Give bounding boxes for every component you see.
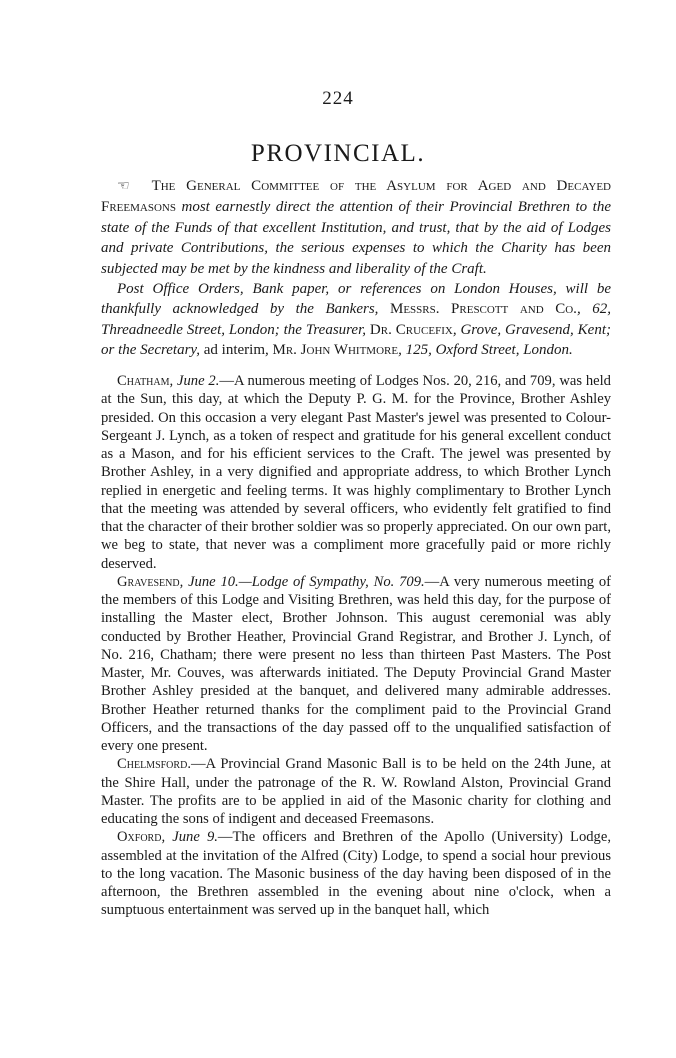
report-date: , June 2. [169, 373, 220, 389]
report-chatham [101, 372, 611, 573]
notice-text-e: , 125, Oxford Street, London. [398, 342, 573, 359]
place-name: Chelmsford [117, 756, 188, 773]
report-text: —A numerous meeting of Lodges Nos. 20, 216, and 709, was held at the Sun, this day, at which the Deputy P. G. M. for the Province, Brother Ashley presided. On this occasion a very elegant Past Master's jewel was presented to Colour-Sergeant J. Lynch, as a token of respect and gratitude for his general excellent conduct as a Mason, and for his efficient services to the Craft. The jewel was presented by Brother Ashley, in a very dignified and appropriate address, to which Brother Lynch replied in energetic and feeling terms. It was highly complimentary to Brother Lynch that the meeting was attended by several officers, who evidently felt gratified to find that the character of their brother soldier was so properly appreciated. On our own part, we beg to state, that never was a compliment more gracefully paid or more richly deserved. [101, 373, 611, 572]
notice-heading: The General Committee of the Asylum for Aged and Decayed Freemasons [101, 178, 611, 216]
notice-text-b: , 62, Threadneedle Street, London; the Treasurer, [101, 301, 611, 338]
report-date: , June 10. [179, 573, 239, 590]
report-text: —The officers and Brethren of the Apollo (University) Lodge, assembled at the invitation of the Alfred (City) Lodge, to spend a social hour previous to the long vacation. The Masonic business of the day having been disposed of in the afternoon, the Brethren assembled in the evening about nine o'clock, when a sumptuous entertainment was served up in the banquet hall, which [101, 829, 611, 919]
page-number: 224 [322, 88, 354, 109]
report-text: .—A Provincial Grand Masonic Ball is to be held on the 24th June, at the Shire Hall, under the patronage of the R. W. Rowland Alston, Provincial Grand Master. The profits are to be applied in aid of the Masonic charity for clothing and educating the sons of indigent and deceased Freemasons. [101, 756, 611, 827]
pointing-hand-icon: ☞ [117, 179, 130, 194]
asylum-notice [101, 176, 611, 361]
bankers-name: Messrs. Prescott and Co. [389, 301, 577, 318]
page-title: PROVINCIAL. [250, 140, 426, 167]
report-date: , June 9. [161, 829, 218, 846]
notice-text-c: , Grove, Gravesend, Kent; or the Secretary, [101, 321, 611, 359]
treasurer-name: Dr. Crucefix [369, 321, 453, 338]
place-name: Chatham [117, 373, 170, 389]
report-gravesend [101, 573, 611, 756]
provincial-reports [101, 372, 611, 920]
notice-text-d: , [265, 342, 273, 359]
lodge-name: —Lodge of Sympathy, No. 709. [238, 573, 425, 590]
secretary-name: Mr. John Whitmore [272, 342, 399, 359]
report-text: —A very numerous meeting of the members of this Lodge and Visiting Brethren, was held this day, for the purpose of installing the Master elect, Brother Johnson. This august ceremonial was ably conducted by Brother Heather, Provincial Grand Registrar, and Brother J. Lynch, of No. 216, Chatham; there were present no less than thirteen Past Masters. The Post Master, Mr. Couves, was afterwards initiated. The Deputy Provincial Grand Master Brother Ashley presided at the banquet, and delivered many admirable addresses. Brother Heather returned thanks for the compliment paid to the Provincial Grand Officers, and the transactions of the day passed off to the unqualified satisfaction of every one present. [101, 573, 611, 754]
report-oxford [101, 828, 611, 919]
notice-text: most earnestly direct the attention of their Provincial Brethren to the state of the Funds of that excellent Institution, and trust, that by the aid of Lodges and private Contributions, the serious expenses to which the Charity has been subjected may be met by the kindness and liberality of the Craft. [101, 199, 611, 277]
report-chelmsford [101, 755, 611, 828]
place-name: Oxford [117, 829, 162, 846]
place-name: Gravesend [117, 573, 180, 590]
notice-text-a: Post Office Orders, Bank paper, or references on London Houses, will be thankfully acknowledged by the Bankers, [101, 281, 611, 318]
notice-paragraph-1 [101, 176, 611, 279]
notice-paragraph-2 [101, 279, 611, 361]
ad-interim: ad interim [203, 342, 265, 359]
